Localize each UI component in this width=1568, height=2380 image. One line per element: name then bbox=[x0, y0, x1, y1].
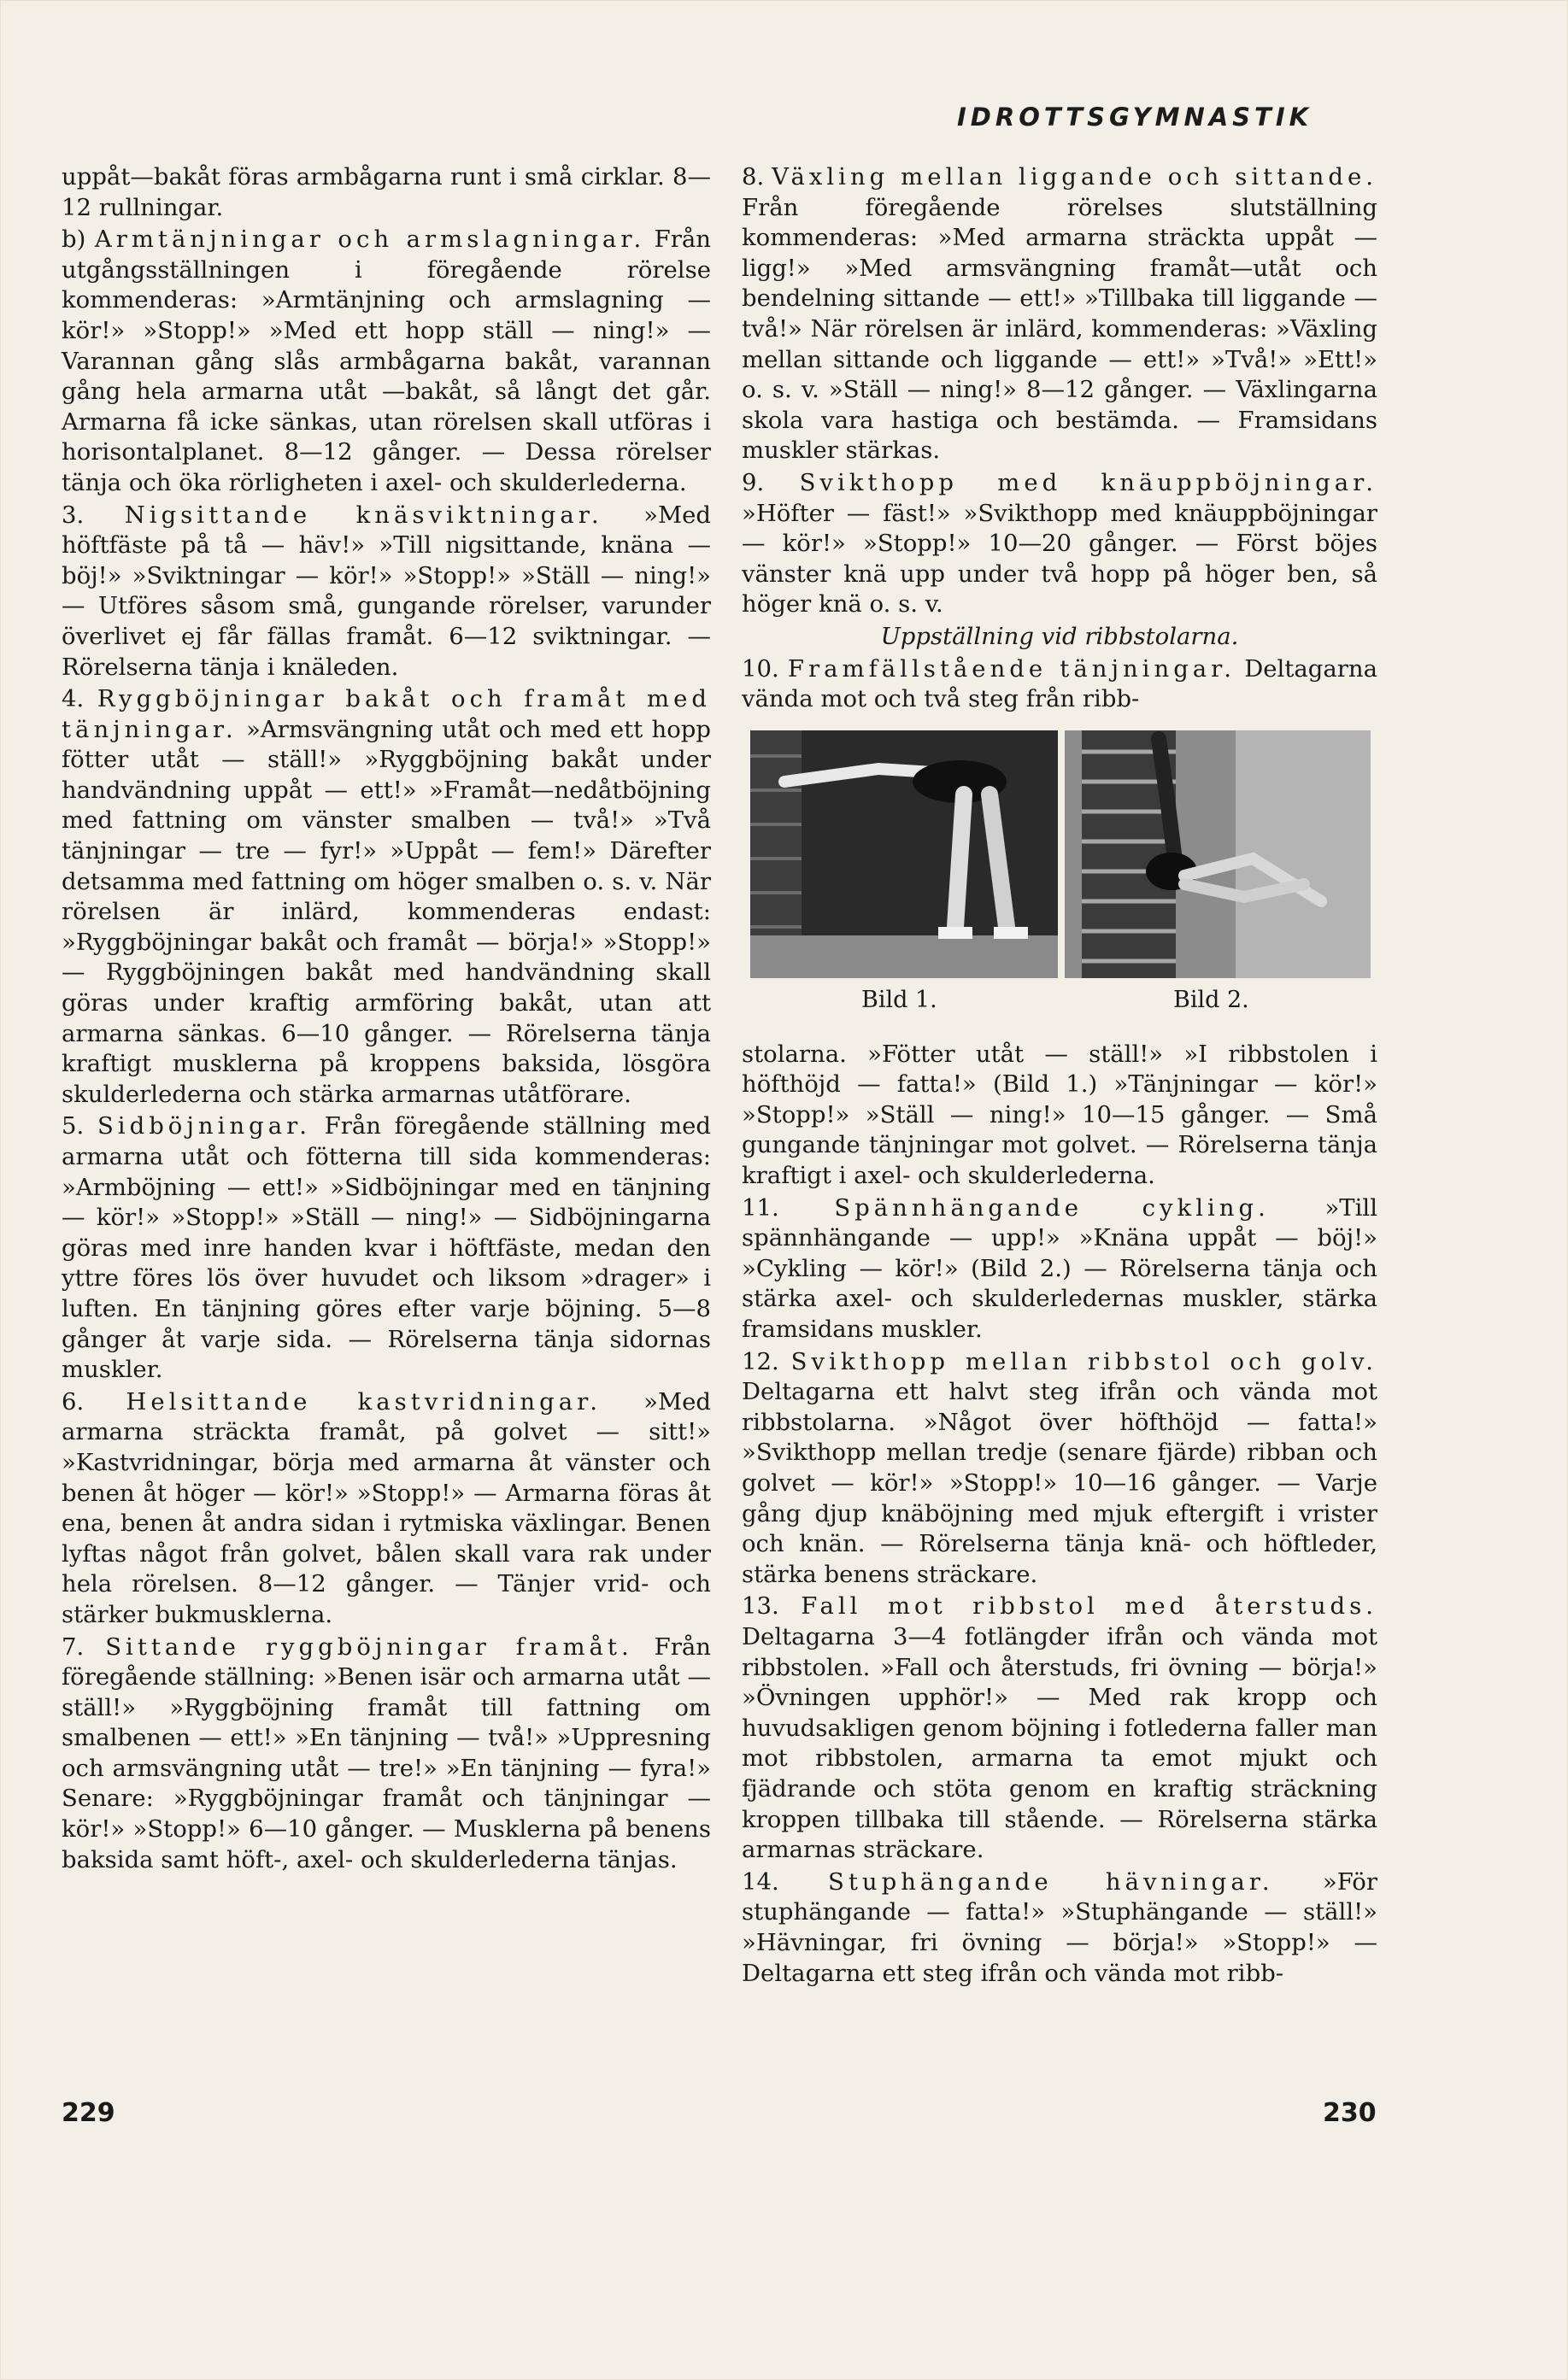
exercise-title: Ryggböjningar bakåt och framåt med tänjningar. bbox=[62, 685, 711, 743]
exercise-text: Deltagarna vända mot och två steg från ribb- bbox=[742, 654, 1378, 713]
exercise-title: Armtänjningar och armslagningar. bbox=[94, 226, 646, 254]
caption-bild-2: Bild 2. bbox=[1173, 986, 1249, 1013]
running-header: IDROTTSGYMNASTIK bbox=[957, 103, 1313, 132]
photo-bild-1 bbox=[750, 730, 1058, 978]
caption-bild-1: Bild 1. bbox=[861, 986, 937, 1013]
exercise-text: »Höfter — fäst!» »Svikthopp med knäuppböjningar — kör!» »Stopp!» 10—20 gånger. — Först böjes vänster knä upp under två hopp på höger ben, så höger knä o. s. v. bbox=[742, 499, 1377, 618]
exercise-b bbox=[62, 225, 711, 498]
photo-row bbox=[742, 730, 1377, 978]
exercise-3 bbox=[62, 501, 711, 683]
exercise-4 bbox=[62, 684, 711, 1110]
paragraph: uppåt—bakåt föras armbågarna runt i små cirklar. 8—12 rullningar. bbox=[62, 163, 711, 221]
page-number-left: 229 bbox=[62, 2098, 115, 2128]
exercise-title: Spännhängande cykling. bbox=[834, 1193, 1270, 1222]
exercise-title: Sittande ryggböjningar framåt. bbox=[105, 1633, 633, 1661]
exercise-text: »Med höftfäste på tå — häv!» »Till nigsittande, knäna — böj!» »Sviktningar — kör!» »Stopp!» »Ställ — ning!» — Utföres såsom små, gungande rörelser, varunder överlivet ej får fällas framåt. 6—12 sviktningar. — Rörelserna tänja i knäleden. bbox=[62, 501, 711, 681]
exercise-number: 4. bbox=[62, 685, 85, 713]
exercise-text: Från föregående rörelses slutställning kommenderas: »Med armarna sträckta uppåt — ligg!» »Med armsvängning framåt—utåt och bendelning sittande — ett!» »Tillbaka till liggande — två!» När rörelsen är inlärd, kommenderas: »Växling mellan sittande och liggande — ett!» »Två!» »Ett!» o. s. v. »Ställ — ning!» 8—12 gånger. — Växlingarna skola vara hastiga och bestämda. — Framsidans muskler stärkas. bbox=[742, 193, 1377, 465]
exercise-title: Stuphängande hävningar. bbox=[828, 1867, 1274, 1896]
exercise-title: Framfällstående tänjningar. bbox=[787, 654, 1236, 683]
exercise-text: »Med armarna sträckta framåt, på golvet — sitt!» »Kastvridningar, börja med armarna åt vänster och benen åt höger — kör!» »Stopp!» — Armarna föras åt ena, benen åt andra sidan i rytmiska växlingar. Benen lyftas något från golvet, bålen skall vara rak under hela rörelsen. 8—12 gånger. — Tänjer vrid- och stärker bukmusklerna. bbox=[62, 1387, 711, 1628]
exercise-text: »Till spännhängande — upp!» »Knäna uppåt — böj!» »Cykling — kör!» (Bild 2.) — Rörelserna tänja och stärka axel- och skulderledernas muskler, stärka framsidans muskler. bbox=[742, 1193, 1378, 1344]
exercise-11 bbox=[742, 1193, 1377, 1345]
right-column bbox=[742, 162, 1377, 1990]
exercise-number: 3. bbox=[62, 501, 85, 529]
exercise-title: Fall mot ribbstol med återstuds. bbox=[801, 1592, 1377, 1621]
exercise-number: 10. bbox=[742, 654, 779, 683]
exercise-6 bbox=[62, 1387, 711, 1631]
exercise-title: Svikthopp mellan ribbstol och golv. bbox=[790, 1347, 1377, 1375]
photo-bild-1-image bbox=[750, 730, 1058, 978]
exercise-number: 12. bbox=[742, 1347, 779, 1375]
exercise-title: Svikthopp med knäuppböjningar. bbox=[799, 468, 1377, 496]
exercise-text: »För stuphängande — fatta!» »Stuphängande — ställ!» »Hävningar, fri övning — börja!» »Stopp!» — Deltagarna ett steg ifrån och vända mot ribb- bbox=[742, 1867, 1377, 1987]
exercise-title: Växling mellan liggande och sittande. bbox=[772, 163, 1377, 191]
exercise-number: 14. bbox=[742, 1867, 779, 1896]
exercise-text: »Armsvängning utåt och med ett hopp fötter utåt — ställ!» »Ryggböjning bakåt under handvändning uppåt — ett!» »Framåt—nedåtböjning med fattning om vänster smalben — två!» »Två tänjningar — tre — fyr!» »Uppåt — fem!» Därefter detsamma med fattning om höger smalben o. s. v. När rörelsen är inlärd, kommenderas endast: »Ryggböjningar bakåt och framåt — börja!» »Stopp!» — Ryggböjningen bakåt med handvändning skall göras under kraftig armföring bakåt, utan att armarna sänkas. 6—10 gånger. — Rörelserna tänja kraftigt musklerna på kroppens baksida, lösgöra skulderlederna och stärka armarnas utåtförare. bbox=[62, 715, 711, 1108]
exercise-10 bbox=[742, 654, 1377, 715]
exercise-number: 8. bbox=[742, 163, 765, 191]
exercise-text: Från utgångsställningen i föregående rörelse kommenderas: »Armtänjning och armslagning — kör!» »Stopp!» »Med ett hopp ställ — ning!» — Varannan gång slås armbågarna bakåt, varannan gång hela armarna utåt —bakåt, så långt det går. Armarna få icke sänkas, utan rörelsen skall utföras i horisontalplanet. 8—12 gånger. — Dessa rörelser tänja och öka rörligheten i axel- och skulderlederna. bbox=[62, 226, 711, 496]
exercise-number: 7. bbox=[62, 1633, 85, 1661]
exercise-number: 9. bbox=[742, 468, 765, 496]
exercise-text: Deltagarna 3—4 fotlängder ifrån och vända mot ribbstolen. »Fall och återstuds, fri övning — börja!» »Övningen upphör!» — Med rak kropp och huvudsakligen genom böjning i fotlederna faller man mot ribbstolen, armarna ta emot mjukt och fjädrande och stöta genom en kraftig sträckning kroppen tillbaka till stående. — Rörelserna stärka armarnas sträckare. bbox=[742, 1622, 1377, 1864]
exercise-title: Sidböjningar. bbox=[97, 1112, 311, 1140]
exercise-10-continued: stolarna. »Fötter utåt — ställ!» »I ribbstolen i höfthöjd — fatta!» (Bild 1.) »Tänjningar — kör!» »Stopp!» »Ställ — ning!» 10—15 gånger. — Små gungande tänjningar mot golvet. — Rörelserna tänja kraftigt i axel- och skulderlederna. bbox=[742, 1040, 1377, 1190]
exercise-12 bbox=[742, 1347, 1377, 1591]
exercise-title: Nigsittande knäsviktningar. bbox=[124, 501, 603, 529]
exercise-5 bbox=[62, 1111, 711, 1385]
exercise-number: 13. bbox=[742, 1592, 779, 1621]
page-number-right: 230 bbox=[1323, 2098, 1377, 2128]
left-column bbox=[62, 162, 711, 1877]
exercise-number: 5. bbox=[62, 1112, 85, 1140]
exercise-number: 6. bbox=[62, 1387, 85, 1416]
exercise-text: Deltagarna ett halvt steg ifrån och vända mot ribbstolarna. »Något över höfthöjd — fatta!» »Svikthopp mellan tredje (senare fjärde) ribban och golvet — kör!» »Stopp!» 10—16 gånger. — Varje gång djup knäböjning med mjuk eftergift i vrister och knän. — Rörelserna tänja knä- och höftleder, stärka benens sträckare. bbox=[742, 1378, 1377, 1588]
exercise-14 bbox=[742, 1867, 1377, 1989]
exercise-text: Från föregående ställning: »Benen isär och armarna utåt — ställ!» »Ryggböjning framåt till fattning om smalbenen — ett!» »En tänjning — två!» »Uppresning och armsvängning utåt — tre!» »En tänjning — fyra!» Senare: »Ryggböjningar framåt och tänjningar — kör!» »Stopp!» 6—10 gånger. — Musklerna på benens baksida samt höft-, axel- och skulderlederna tänjas. bbox=[62, 1633, 711, 1873]
photo-bild-2-image bbox=[1065, 730, 1371, 978]
photo-bild-2 bbox=[1065, 730, 1371, 978]
exercise-7 bbox=[62, 1633, 711, 1876]
exercise-text: Från föregående ställning med armarna utåt och fötterna till sida kommenderas: »Armböjning — ett!» »Sidböjningar med en tänjning — kör!» »Stopp!» »Ställ — ning!» — Sidböjningarna göras med inre handen kvar i höftfäste, medan den yttre föres lös över huvudet och liksom »drager» i luften. En tänjning göres efter varje böjning. 5—8 gånger åt varje sida. — Rörelserna tänja sidornas muskler. bbox=[62, 1112, 711, 1384]
section-subheading: Uppställning vid ribbstolarna. bbox=[880, 622, 1239, 650]
exercise-number: 11. bbox=[742, 1193, 779, 1222]
exercise-title: Helsittande kastvridningar. bbox=[126, 1387, 602, 1416]
exercise-13 bbox=[742, 1592, 1377, 1865]
exercise-9 bbox=[742, 468, 1377, 620]
photo-captions bbox=[742, 985, 1377, 1019]
exercise-number: b) bbox=[62, 226, 86, 254]
exercise-8 bbox=[742, 162, 1377, 466]
